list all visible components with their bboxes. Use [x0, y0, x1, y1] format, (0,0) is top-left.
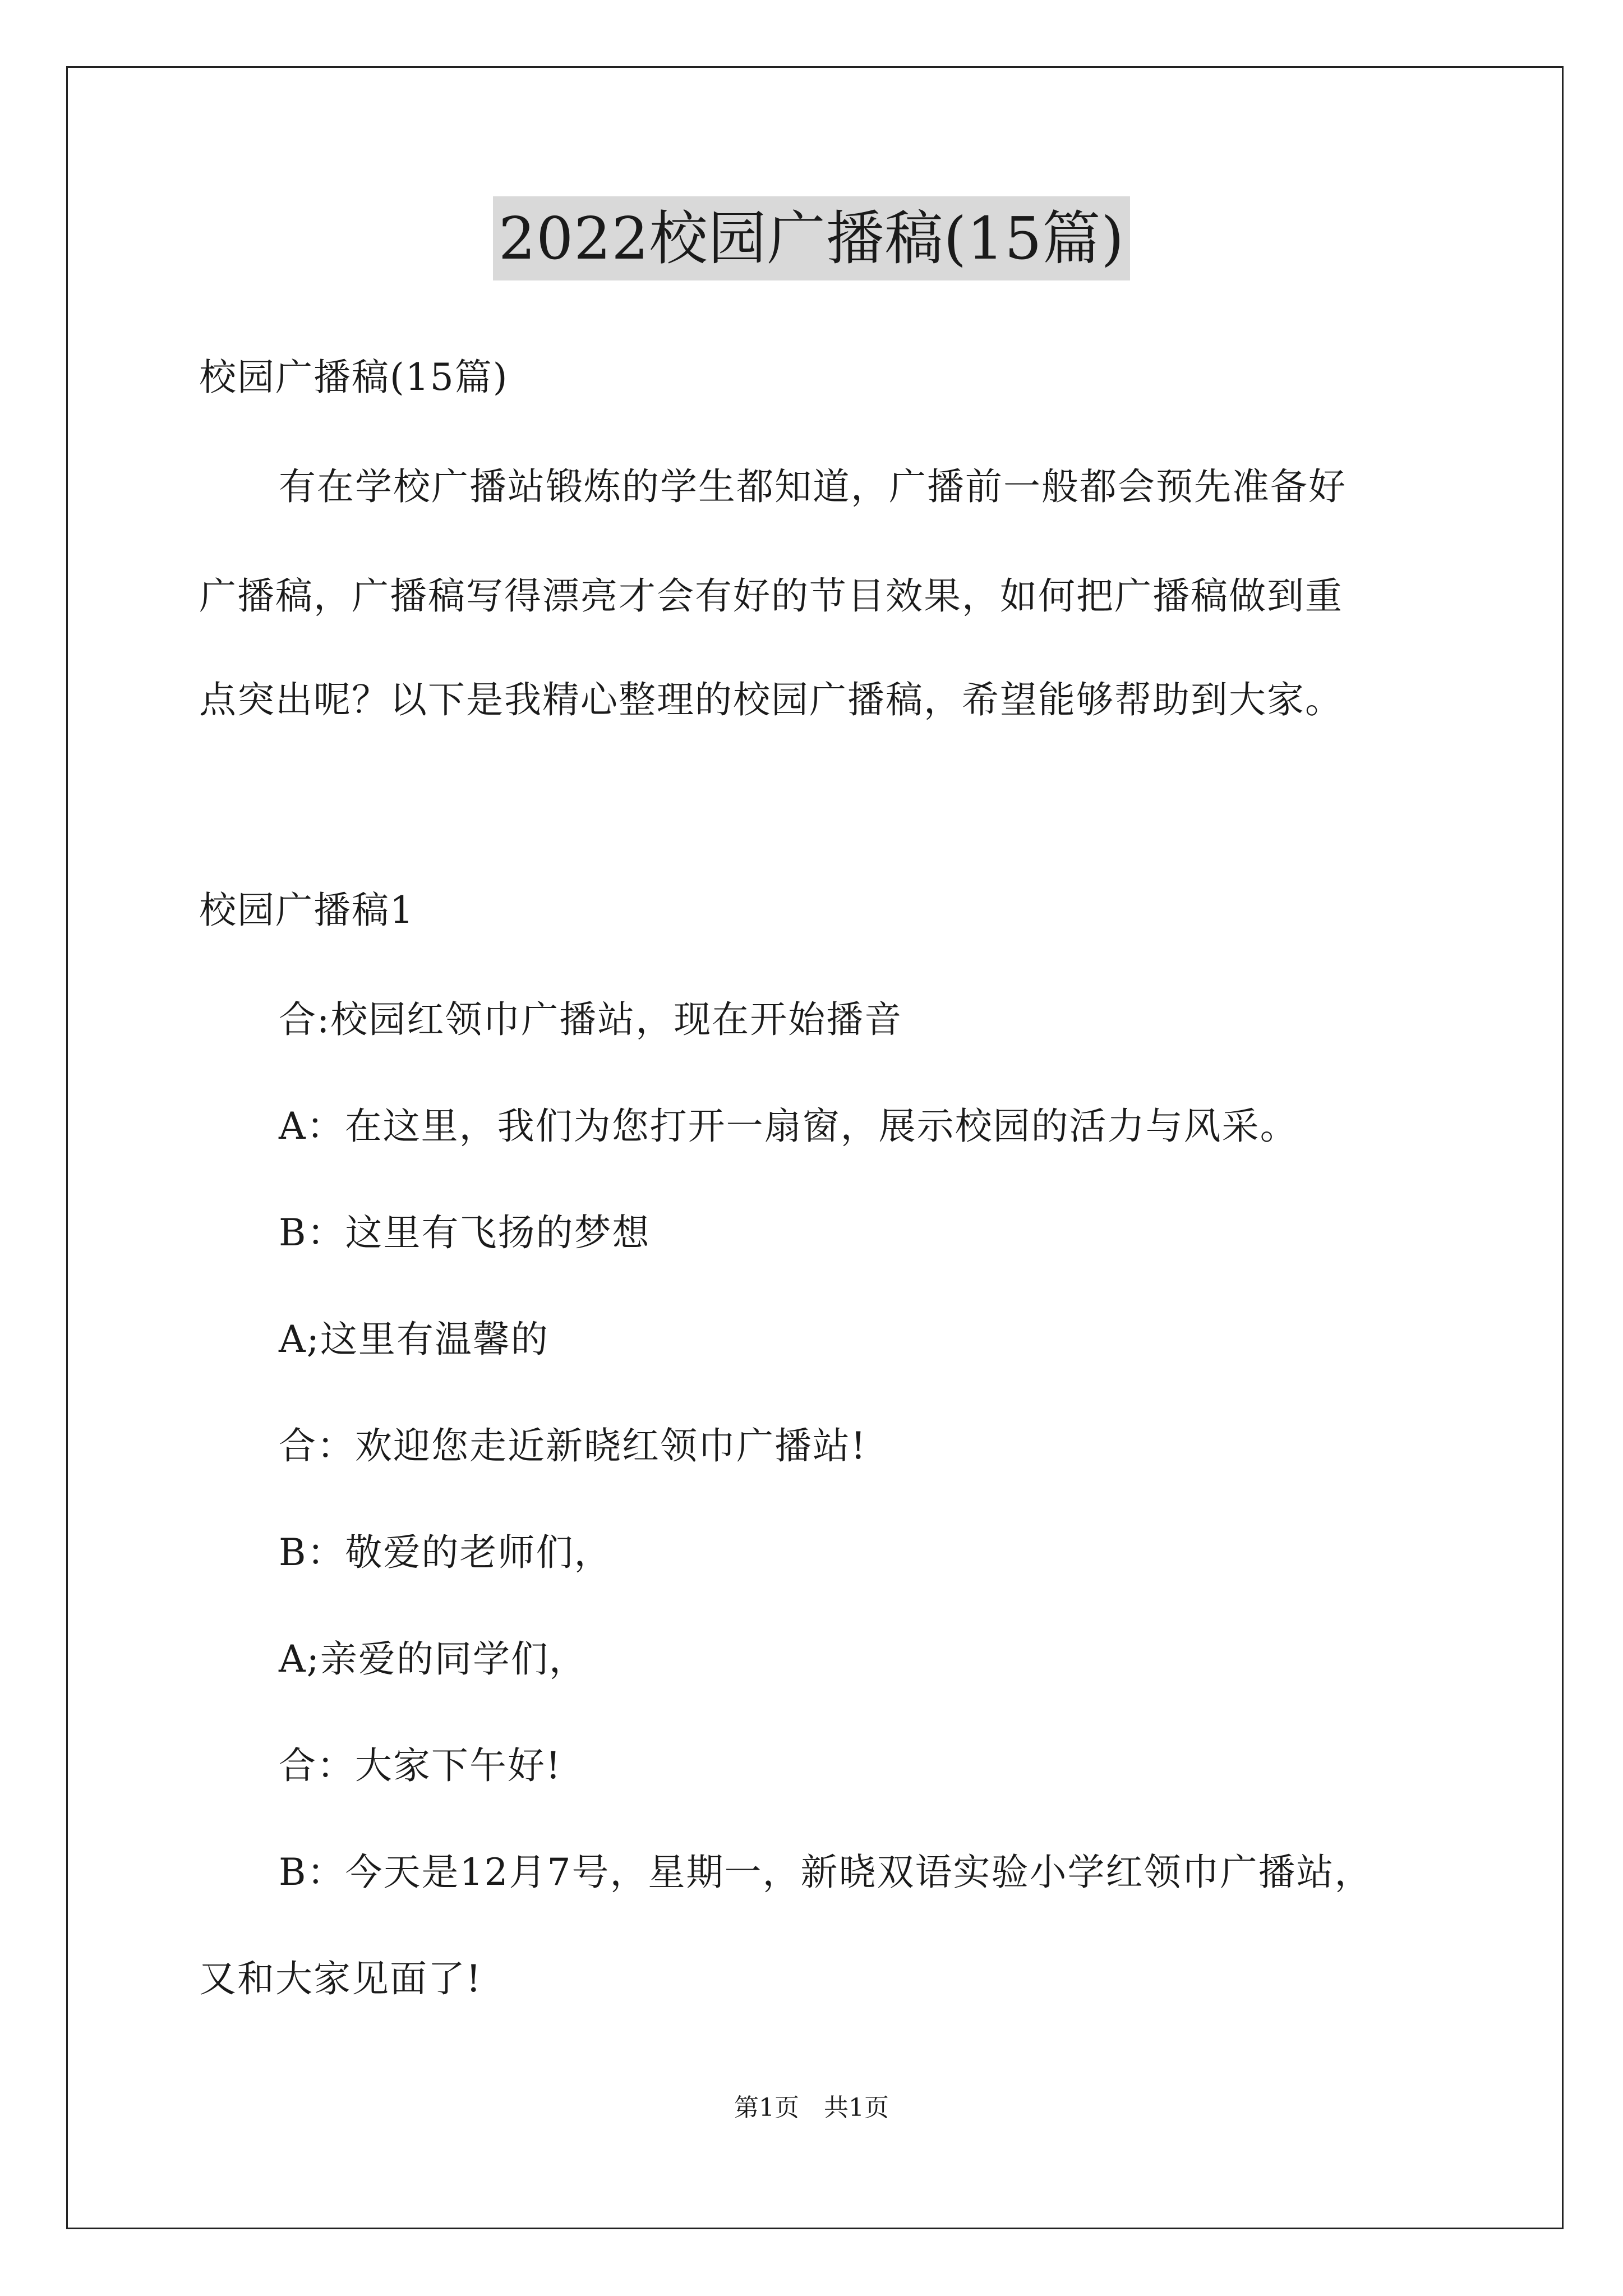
script-line-3: B：这里有飞扬的梦想 [279, 1211, 651, 1254]
script-line-10: 又和大家见面了! [199, 1957, 482, 2000]
document-title: 2022校园广播稿(15篇) [493, 196, 1130, 280]
page-footer: 第1页 共1页 [734, 2093, 889, 2122]
script-line-1: 合:校园红领巾广播站，现在开始播音 [279, 998, 903, 1041]
intro-line-3: 点突出呢？以下是我精心整理的校园广播稿，希望能够帮助到大家。 [199, 678, 1343, 721]
title-container [0, 196, 1623, 280]
script-line-7: A;亲爱的同学们， [279, 1637, 587, 1681]
intro-line-2: 广播稿，广播稿写得漂亮才会有好的节目效果，如何把广播稿做到重 [199, 574, 1343, 618]
script-line-4: A;这里有温馨的 [279, 1318, 549, 1361]
script-line-8: 合：大家下午好! [279, 1744, 562, 1787]
intro-line-1: 有在学校广播站锻炼的学生都知道，广播前一般都会预先准备好 [279, 465, 1347, 508]
script-line-2: A：在这里，我们为您打开一扇窗，展示校园的活力与风采。 [279, 1105, 1298, 1148]
script-line-9: B：今天是12月7号，星期一，新晓双语实验小学红领巾广播站， [279, 1851, 1373, 1894]
script-line-6: B：敬爱的老师们， [279, 1531, 612, 1574]
section-heading: 校园广播稿1 [199, 889, 414, 932]
document-subtitle: 校园广播稿(15篇) [199, 356, 509, 399]
script-line-5: 合：欢迎您走近新晓红领巾广播站! [279, 1424, 867, 1467]
